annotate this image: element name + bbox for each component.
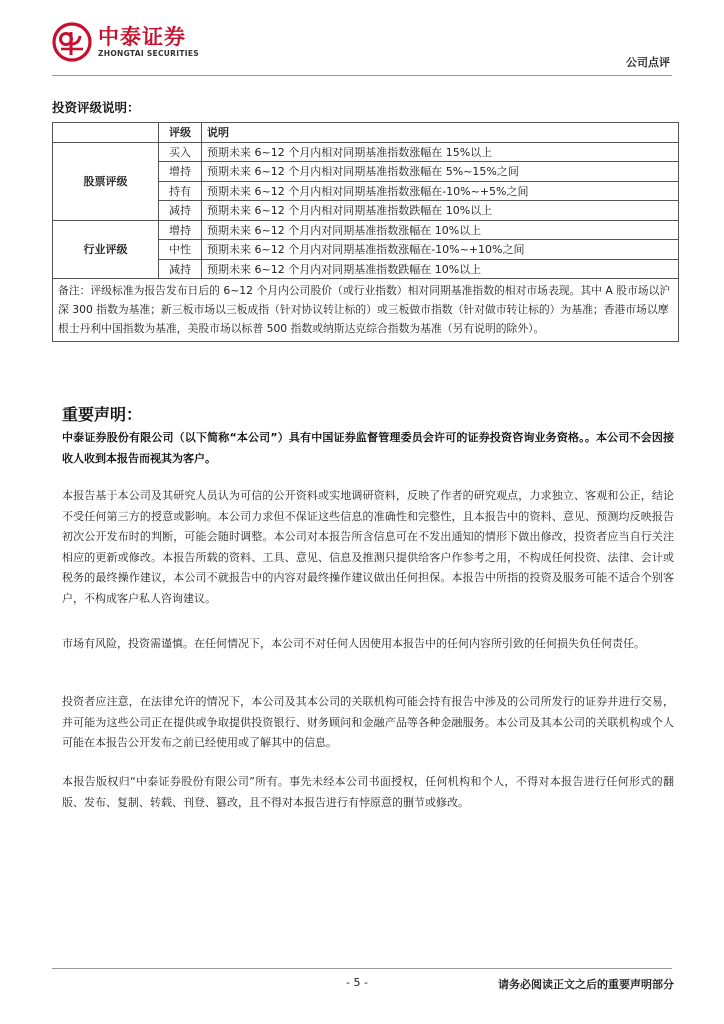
rating-description: 预期未来 6~12 个月内相对同期基准指数涨幅在 15%以上 — [202, 142, 679, 162]
rating-description: 预期未来 6~12 个月内相对同期基准指数跌幅在 10%以上 — [202, 201, 679, 221]
table-header-row — [53, 123, 679, 143]
rating-section-title: 投资评级说明： — [52, 100, 140, 115]
rating-description: 预期未来 6~12 个月内对同期基准指数跌幅在 10%以上 — [202, 259, 679, 279]
stock-rating-label: 股票评级 — [53, 142, 159, 220]
rating-note: 备注：评级标准为报告发布日后的 6~12 个月内公司股价（或行业指数）相对同期基准指数的相对市场表现。其中 A 股市场以沪深 300 指数为基准；新三板市场以三板成指（针对协议转让标的）或三板做市指数（针对做市转让标的）为基准；香港市场以摩根士丹利中国指数为基准，美股市场以标普 500 指数或纳斯达克综合指数为基准（另有说明的除外）。 — [53, 279, 679, 342]
table-row — [53, 142, 679, 162]
page-number: - 5 - — [346, 976, 368, 989]
company-logo — [52, 22, 199, 62]
table-row — [53, 220, 679, 240]
rating-level: 买入 — [159, 142, 202, 162]
disclaimer-paragraph: 投资者应注意，在法律允许的情况下，本公司及其本公司的关联机构可能会持有报告中涉及的公司所发行的证券并进行交易，并可能为这些公司正在提供或争取提供投资银行、财务顾问和金融产品等各种金融服务。本公司及其本公司的关联机构或个人可能在本报告公开发布之前已经使用或了解其中的信息。 — [62, 695, 674, 749]
rating-description: 预期未来 6~12 个月内对同期基准指数涨幅在 10%以上 — [202, 220, 679, 240]
zhongtai-logo-icon — [52, 22, 92, 62]
rating-description: 预期未来 6~12 个月内对同期基准指数涨幅在-10%~+10%之间 — [202, 240, 679, 260]
page-header — [0, 0, 724, 80]
header-blank-cell — [53, 123, 159, 143]
rating-table — [52, 122, 679, 342]
industry-rating-label: 行业评级 — [53, 220, 159, 279]
header-description: 说明 — [202, 123, 679, 143]
header-level: 评级 — [159, 123, 202, 143]
disclaimer-intro: 中泰证券股份有限公司（以下简称“本公司”）具有中国证券监督管理委员会许可的证券投资咨询业务资格。。本公司不会因接收人收到本报告而视其为客户。 — [62, 431, 674, 465]
document-type: 公司点评 — [626, 56, 670, 69]
logo-chinese-name: 中泰证券 — [98, 25, 186, 49]
disclaimer-paragraph: 本报告版权归“中泰证券股份有限公司”所有。事先未经本公司书面授权，任何机构和个人，不得对本报告进行任何形式的翻版、发布、复制、转载、刊登、篡改，且不得对本报告进行有悖原意的删节或修改。 — [62, 775, 674, 809]
table-note-row — [53, 279, 679, 342]
footer-divider — [52, 968, 672, 969]
disclaimer-title: 重要声明： — [62, 405, 143, 424]
rating-description: 预期未来 6~12 个月内相对同期基准指数涨幅在-10%~+5%之间 — [202, 181, 679, 201]
disclaimer-paragraph: 市场有风险，投资需谨慎。在任何情况下，本公司不对任何人因使用本报告中的任何内容所引致的任何损失负任何责任。 — [62, 637, 645, 650]
footer-note: 请务必阅读正文之后的重要声明部分 — [498, 978, 674, 991]
rating-level: 增持 — [159, 162, 202, 182]
rating-level: 中性 — [159, 240, 202, 260]
rating-description: 预期未来 6~12 个月内相对同期基准指数涨幅在 5%~15%之间 — [202, 162, 679, 182]
header-divider — [52, 75, 672, 76]
logo-english-name: ZHONGTAI SECURITIES — [98, 49, 199, 58]
rating-level: 增持 — [159, 220, 202, 240]
rating-level: 减持 — [159, 201, 202, 221]
disclaimer-paragraph: 本报告基于本公司及其研究人员认为可信的公开资料或实地调研资料，反映了作者的研究观点，力求独立、客观和公正，结论不受任何第三方的授意或影响。本公司力求但不保证这些信息的准确性和完整性，且本报告中的资料、意见、预测均反映报告初次公开发布时的判断，可能会随时调整。本公司对本报告所含信息可在不发出通知的情形下做出修改，投资者应当自行关注相应的更新或修改。本报告所载的资料、工具、意见、信息及推测只提供给客户作参考之用，不构成任何投资、法律、会计或税务的最终操作建议，本公司不就报告中的内容对最终操作建议做出任何担保。本报告中所指的投资及服务可能不适合个别客户，不构成客户私人咨询建议。 — [62, 489, 674, 605]
rating-level: 持有 — [159, 181, 202, 201]
rating-level: 减持 — [159, 259, 202, 279]
